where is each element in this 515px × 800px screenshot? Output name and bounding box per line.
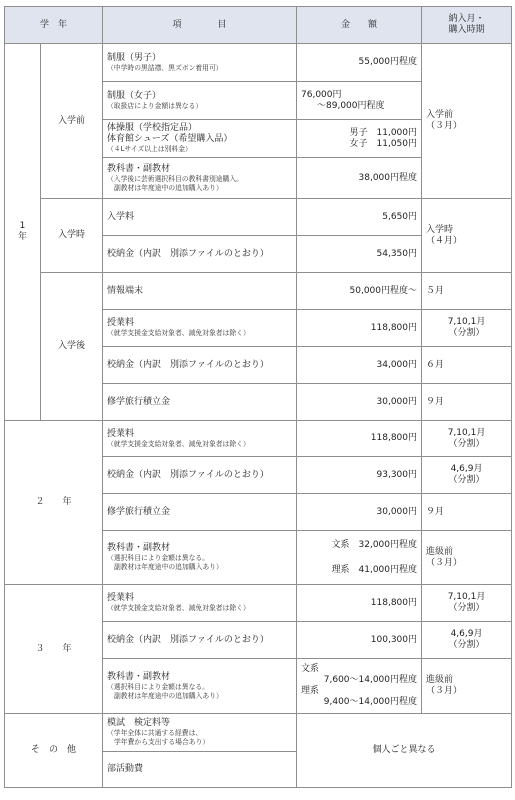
amount-cell [297,82,422,120]
amount-cell: 38,000円程度 [297,158,422,199]
header-period [422,7,512,44]
item-note: （入学後に芸術選択科目の教科書別途購入。 [107,174,243,183]
item-cell: 校納金（内訳 別添ファイルのとおり） [103,347,297,384]
stage-after: 入学後 [41,273,103,421]
period-line1: 4,6,9月 [450,629,483,639]
period-cell [422,44,512,199]
header-period-line1: 納入月・ [448,14,485,24]
period-cell: ９月 [422,494,512,531]
period-cell: ５月 [422,273,512,310]
amount-cell: 118,800円 [297,585,422,622]
amount-cell: 93,300円 [297,457,422,494]
period-cell [422,659,512,714]
item-note: （取扱店により金額は異なる） [107,101,203,110]
period-cell [422,622,512,659]
table-row [5,44,512,82]
period-line1: 進級前 [426,675,454,685]
table-row [5,585,512,622]
period-line1: 7,10,1月 [447,592,486,602]
period-line2: （分割） [448,603,485,613]
item-cell: 修学旅行積立金 [103,384,297,421]
table-row [5,273,512,310]
header-period-line2: 購入時期 [448,25,485,35]
header-grade: 学 年 [5,7,103,44]
amount-line2: 女子 11,050円 [349,138,418,149]
period-cell: ６月 [422,347,512,384]
period-line1: 入学時 [426,224,454,235]
amount-cell: 34,000円 [297,347,422,384]
table-row [5,199,512,236]
grade1-label-top: 1 [19,221,26,231]
item-cell: 入学料 [103,199,297,236]
item-title: 授業料 [107,593,135,603]
item-title: 教科書・副教材 [107,163,171,174]
amount-cell [297,531,422,585]
item-cell: 部活動費 [103,752,297,788]
item-cell [103,310,297,347]
item-note: （選択科目により金額は異なる。 [107,554,209,562]
amount-cell [297,659,422,714]
amount-line1: 文系 [301,664,320,674]
amount-line1: 文系 32,000円程度 [331,539,418,550]
item-note: （中学時の黒詰襟、黒ズボン着用可） [107,63,223,72]
amount-cell: 55,000円程度 [297,44,422,82]
fee-table [4,6,512,788]
item-cell [103,714,297,752]
amount-line2: 7,600～14,000円程度 [323,675,418,685]
item-cell [103,531,297,585]
amount-cell: 30,000円 [297,494,422,531]
amount-cell: 50,000円程度～ [297,273,422,310]
item-note: （就学支援金支給対象者、減免対象者は除く） [107,439,250,448]
table-row [5,421,512,457]
period-cell [422,585,512,622]
grade1-label-bottom: 年 [17,232,27,242]
item-title: 模試 検定料等 [107,718,171,728]
amount-cell [297,120,422,158]
period-line1: 7,10,1月 [447,427,486,438]
item-cell [103,421,297,457]
period-line1: 7,10,1月 [447,317,486,327]
period-cell [422,310,512,347]
amount-cell: 30,000円 [297,384,422,421]
item-cell [103,44,297,82]
period-line2: （３月） [426,121,463,131]
item-title: 体操服（学校指定品） [107,123,198,133]
amount-line2: ～89,000円程度 [317,100,385,111]
other-label: そ の 他 [5,714,103,788]
item-note: （４Lサイズ以上は別料金） [107,145,192,153]
other-amount: 個人ごと異なる [297,714,512,788]
amount-cell: 100,300円 [297,622,422,659]
item-cell [103,82,297,120]
period-line1: 進級前 [426,546,454,557]
period-line2: （分割） [448,438,485,449]
grade2-label: ２ 年 [5,421,103,585]
item-note-2: 副教材は年度途中の追加購入あり） [114,183,223,192]
period-line1: 入学前 [426,110,454,120]
item-note-2: 副教材は年度途中の追加購入あり） [114,691,223,700]
item-note: （就学支援金支給対象者、減免対象者は除く） [107,604,250,612]
item-cell [103,120,297,158]
period-cell [422,457,512,494]
header-amount: 金 額 [297,7,422,44]
table-row [5,714,512,752]
header-item: 項 目 [103,7,297,44]
period-cell [422,531,512,585]
amount-cell: 54,350円 [297,236,422,273]
item-cell [103,158,297,199]
item-cell: 情報端末 [103,273,297,310]
amount-line2: 理系 41,000円程度 [331,564,418,575]
item-cell [103,659,297,714]
period-line2: （分割） [448,640,485,650]
item-cell [103,585,297,622]
amount-cell: 118,800円 [297,310,422,347]
amount-line4: 9,400～14,000円程度 [323,697,418,707]
period-cell: ９月 [422,384,512,421]
amount-line1: 男子 11,000円 [349,127,418,138]
period-line1: 4,6,9月 [450,464,483,474]
period-line2: （分割） [448,328,485,338]
period-line2: （３月） [426,686,463,696]
item-note-2: 学年費から支出する場合あり） [114,738,210,746]
item-note-2: 副教材は年度途中の追加購入あり） [114,563,223,571]
period-cell [422,199,512,273]
amount-cell: 118,800円 [297,421,422,457]
amount-line1: 76,000円 [301,89,342,100]
item-title-2: 体育館シューズ（希望購入品） [107,134,233,144]
grade1-label [5,44,41,421]
stage-at: 入学時 [41,199,103,273]
item-note: （学年全体に共通する経費は、 [107,729,203,737]
item-cell: 校納金（内訳 別添ファイルのとおり） [103,236,297,273]
item-note: （選択科目により金額は異なる。 [107,682,209,691]
item-title: 制服（女子） [107,90,162,101]
period-cell [422,421,512,457]
item-title: 授業料 [107,318,135,328]
item-cell: 校納金（内訳 別添ファイルのとおり） [103,622,297,659]
item-cell: 校納金（内訳 別添ファイルのとおり） [103,457,297,494]
amount-line3: 理系 [301,686,320,696]
grade3-label: ３ 年 [5,585,103,714]
period-line2: （３月） [426,557,463,568]
period-line2: （４月） [426,235,463,246]
item-note: （就学支援金支給対象者、減免対象者は除く） [107,329,250,337]
item-title: 授業料 [107,428,135,439]
item-title: 教科書・副教材 [107,671,171,682]
item-title: 教科書・副教材 [107,543,171,553]
amount-cell: 5,650円 [297,199,422,236]
period-line2: （分割） [448,475,485,485]
stage-before: 入学前 [41,44,103,199]
item-cell: 修学旅行積立金 [103,494,297,531]
item-title: 制服（男子） [107,52,162,63]
header-row [5,7,512,44]
